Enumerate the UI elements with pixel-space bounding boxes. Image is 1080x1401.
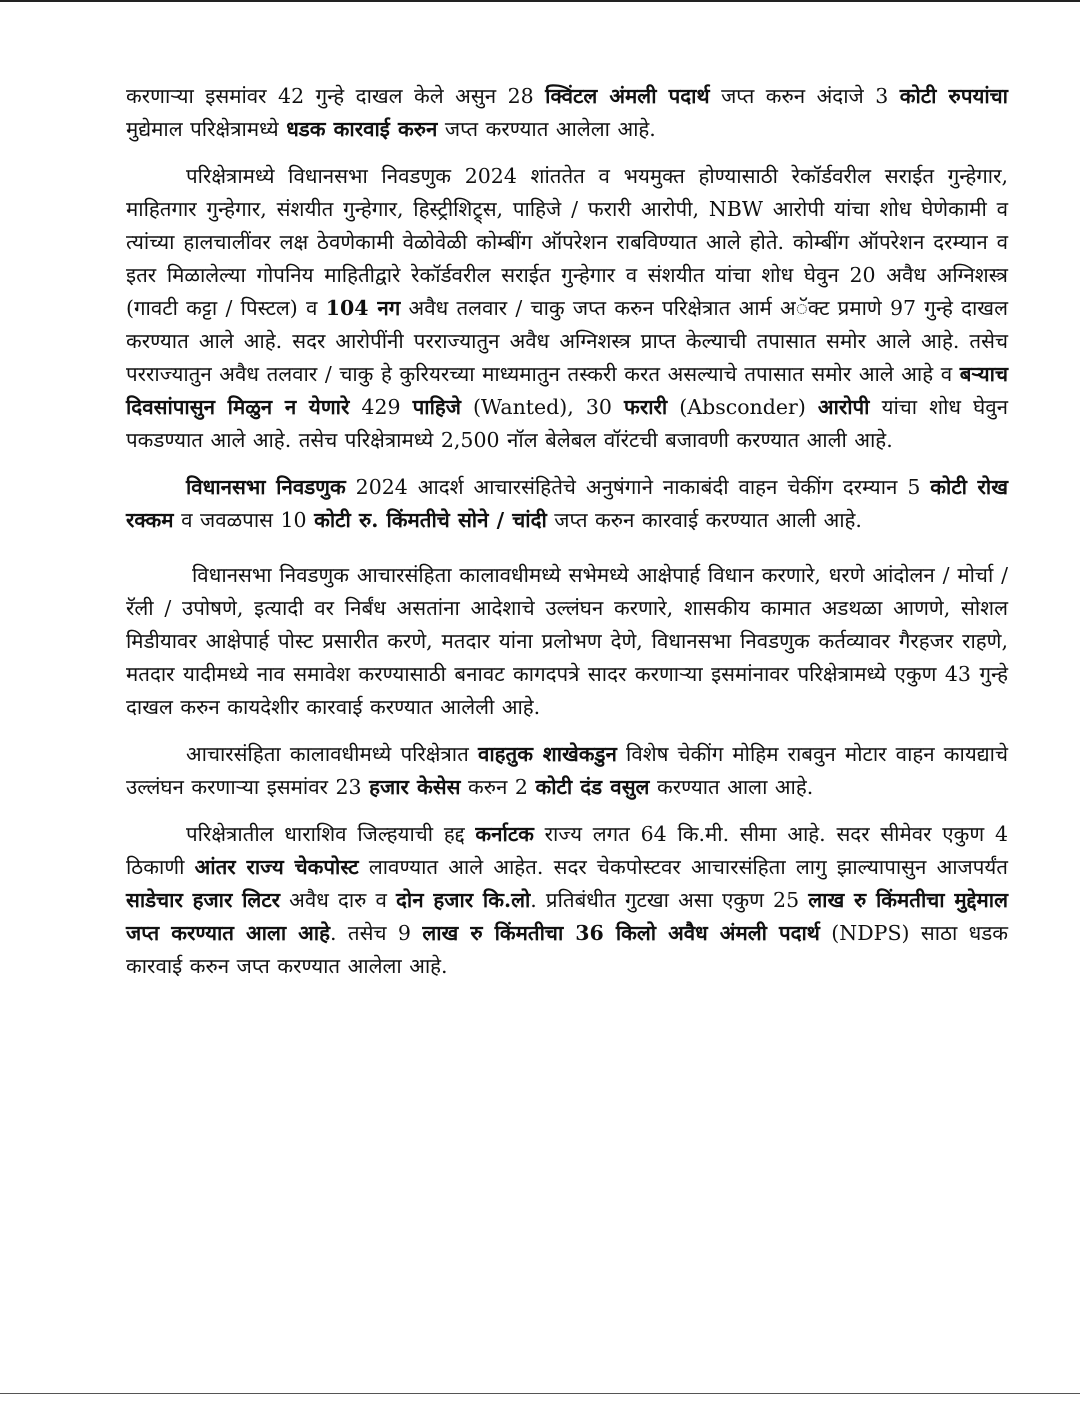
bold-text-segment: वाहतुक शाखेकडुन <box>477 742 617 766</box>
bold-text-segment: कोटी रु. किंमतीचे सोने / चांदी <box>314 508 547 532</box>
bold-text-segment: दोन हजार कि.लो <box>396 888 531 912</box>
text-segment: करुन 2 <box>460 775 536 799</box>
text-segment: व जवळपास 10 <box>173 508 315 532</box>
text-segment: मुद्येमाल परिक्षेत्रामध्ये <box>126 117 287 141</box>
bold-text-segment: 104 नग <box>325 296 401 320</box>
bold-text-segment: क्विंटल अंमली पदार्थ <box>545 84 710 108</box>
bold-text-segment: साडेचार हजार लिटर <box>126 888 281 912</box>
text-segment: लावण्यात आले आहेत. सदर चेकपोस्टवर आचारसंहिता लागु झाल्यापासुन आजपर्यंत <box>358 855 1008 879</box>
text-segment: यांचा शोध घेवुन पकडण्यात आले आहे. तसेच परिक्षेत्रामध्ये 2,500 नॉल बेलेबल वॉरंटची बजावणी करण्यात आली आहे. <box>126 395 1008 452</box>
text-segment: परिक्षेत्रामध्ये विधानसभा निवडणुक 2024 शांततेत व भयमुक्त होण्यासाठी रेकॉर्डवरील सराईत गुन्हेगार, माहितगार गुन्हेगार, संशयीत गुन्हेगार, हिस्ट्रीशिट्र्स, पाहिजे / फरारी आरोपी, NBW आरोपी यांचा शोध घेणेकामी व त्यांच्या हालचालींवर लक्ष ठेवणेकामी वेळोवेळी कोम्बींग ऑपरेशन राबविण्यात आले होते. कोम्बींग ऑपरेशन दरम्यान व इतर मिळालेल्या गोपनिय माहितीद्वारे रेकॉर्डवरील सराईत गुन्हेगार व संशयीत यांचा शोध घेवुन 20 अवैध अग्निशस्त्र (गावटी कट्टा / पिस्टल) व <box>126 164 1008 320</box>
text-segment: . प्रतिबंधीत गुटखा असा एकुण 25 <box>530 888 809 912</box>
text-segment: (Wanted), 30 <box>460 395 625 419</box>
bold-text-segment: आरोपी <box>817 395 870 419</box>
paragraph-combing-operation <box>126 160 1008 457</box>
bold-text-segment: कोटी दंड वसुल <box>535 775 650 799</box>
bottom-rule <box>0 1393 1080 1394</box>
bold-text-segment: लाख रु किंमतीचा 36 किलो अवैध अंमली पदार्थ <box>422 921 820 945</box>
text-segment: अवैध दारु व <box>280 888 397 912</box>
bold-text-segment: बऱ्याच दिवसांपासुन मिळुन न येणारे <box>126 362 1008 419</box>
bold-text-segment: कोटी रुपयांचा <box>899 84 1008 108</box>
bold-text-segment: कर्नाटक <box>475 822 534 846</box>
text-segment: आचारसंहिता कालावधीमध्ये परिक्षेत्रात <box>186 742 478 766</box>
paragraph-traffic-drive <box>126 738 1008 804</box>
bold-text-segment: आंतर राज्य चेकपोस्ट <box>194 855 359 879</box>
text-segment: (Absconder) <box>667 395 818 419</box>
text-segment: जप्त करण्यात आलेला आहे. <box>437 117 656 141</box>
text-segment: जप्त करुन कारवाई करण्यात आली आहे. <box>546 508 862 532</box>
paragraph-code-of-conduct-cases <box>126 559 1008 724</box>
bold-text-segment: हजार केसेस <box>369 775 461 799</box>
text-segment: अवैध तलवार / चाकु जप्त करुन परिक्षेत्रात आर्म अॅक्ट प्रमाणे 97 गुन्हे दाखल करण्यात आले आहे. सदर आरोपींनी परराज्यातुन अवैध अग्निशस्त्र प्राप्त केल्याची तपासात समोर आले आहे. तसेच परराज्यातुन अवैध तलवार / चाकु हे कुरियरच्या माध्यमातुन तस्करी करत असल्याचे तपासात समोर आले आहे व <box>126 296 1008 386</box>
bold-text-segment: धडक कारवाई करुन <box>286 117 438 141</box>
bold-text-segment: पाहिजे <box>412 395 461 419</box>
bold-text-segment: कोटी रोख रक्कम <box>126 475 1009 532</box>
text-segment: 429 <box>349 395 413 419</box>
text-segment: (NDPS) साठा धडक कारवाई करुन जप्त करण्यात आलेला आहे. <box>126 921 1009 978</box>
paragraph-border-checkposts <box>126 818 1008 983</box>
top-rule <box>0 0 1080 2</box>
bold-text-segment: फरारी <box>624 395 668 419</box>
document-body <box>126 80 1008 997</box>
bold-text-segment: लाख रु किंमतीचा मुद्देमाल जप्त करण्यात आला आहे <box>126 888 1008 945</box>
text-segment: जप्त करुन अंदाजे 3 <box>709 84 900 108</box>
text-segment: 2024 आदर्श आचारसंहितेचे अनुषंगाने नाकाबंदी वाहन चेकींग दरम्यान 5 <box>345 475 931 499</box>
paragraph-seizure-summary <box>126 80 1008 146</box>
bold-text-segment: विधानसभा निवडणुक <box>186 475 346 499</box>
text-segment: . तसेच 9 <box>330 921 423 945</box>
text-segment: विशेष चेकींग मोहिम राबवुन मोटार वाहन कायद्याचे उल्लंघन करणाऱ्या इसमांवर 23 <box>126 742 1008 799</box>
text-segment: करणाऱ्या इसमांवर 42 गुन्हे दाखल केले असुन 28 <box>126 84 546 108</box>
text-segment: राज्य लगत 64 कि.मी. सीमा आहे. सदर सीमेवर एकुण 4 ठिकाणी <box>126 822 1008 879</box>
text-segment: करण्यात आला आहे. <box>649 775 814 799</box>
text-segment: परिक्षेत्रातील धाराशिव जिल्हयाची हद्द <box>186 822 476 846</box>
paragraph-election-nakabandi <box>126 471 1008 537</box>
text-segment: विधानसभा निवडणुक आचारसंहिता कालावधीमध्ये सभेमध्ये आक्षेपार्ह विधान करणारे, धरणे आंदोलन / मोर्चा / रॅली / उपोषणे, इत्यादी वर निर्बंध असतांना आदेशाचे उल्लंघन करणारे, शासकीय कामात अडथळा आणणे, सोशल मिडीयावर आक्षेपार्ह पोस्ट प्रसारीत करणे, मतदार यांना प्रलोभण देणे, विधानसभा निवडणुक कर्तव्यावर गैरहजर राहणे, मतदार यादीमध्ये नाव समावेश करण्यासाठी बनावट कागदपत्रे सादर करणाऱ्या इसमांनावर परिक्षेत्रामध्ये एकुण 43 गुन्हे दाखल करुन कायदेशीर कारवाई करण्यात आलेली आहे. <box>126 563 1008 719</box>
